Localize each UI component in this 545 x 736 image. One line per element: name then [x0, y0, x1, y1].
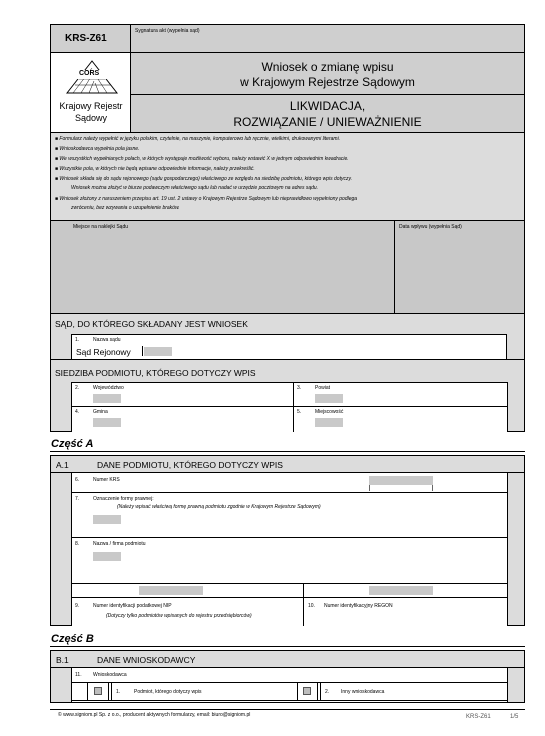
instructions-box [50, 132, 525, 221]
krs-number-field[interactable] [369, 476, 433, 485]
bullet-icon: ■ [55, 146, 60, 152]
field-7-label: Oznaczenie formy prawnej: [93, 496, 154, 502]
field-8-label: Nazwa / firma podmiotu [93, 541, 146, 547]
instruction-4: ■ Wszystkie pola, w których nie będą wpisane odpowiednie informacje, należy przekreślić. [55, 166, 255, 172]
court-section [50, 313, 525, 360]
footer-page-number: 1/5 [510, 714, 519, 720]
title-box [130, 52, 525, 95]
sticker-place-label: Miejsce na naklejki Sądu [73, 224, 129, 230]
signature-label: Sygnatura akt (wypełnia sąd) [135, 28, 200, 34]
field-1-label: Nazwa sądu [93, 337, 121, 343]
option-1-checkbox[interactable] [94, 687, 102, 695]
field-9-number: 9. [75, 603, 80, 609]
stamp-area [50, 220, 525, 314]
bullet-icon: ■ [55, 176, 60, 182]
text-cursor [142, 346, 143, 356]
voivodeship-field[interactable] [93, 394, 121, 403]
bullet-icon: ■ [55, 196, 60, 202]
nip-field[interactable] [139, 586, 203, 595]
instruction-3: ■ We wszystkich wypełnianych polach, w których występuje możliwość wyboru, należy wstawić X w jednym odpowiednim kwadracie. [55, 156, 349, 162]
court-section-title: SĄD, DO KTÓREGO SKŁADANY JEST WNIOSEK [55, 319, 248, 329]
field-3-label: Powiat [315, 385, 331, 391]
instruction-6: ■ Wniosek złożony z naruszeniem przepisu art. 19 ust. 2 ustawy o Krajowym Rejestrze Sądowym lub nieprawidłowo wypełniony podlega [55, 196, 358, 202]
field-4-number: 4. [75, 409, 80, 415]
instruction-1: ■ Formularz należy wypełnić w języku polskim, czytelnie, na maszynie, komputerowo lub ręcznie, wielkimi, drukowanymi literami. [55, 136, 341, 142]
option-2-checkbox[interactable] [303, 687, 311, 695]
bullet-icon: ■ [55, 166, 60, 172]
form-subtitle-line2: ROZWIĄZANIE / UNIEWAŻNIENIE [233, 115, 422, 129]
option-2-number: 2. [325, 689, 330, 695]
a1-title: DANE PODMIOTU, KTÓREGO DOTYCZY WPIS [97, 460, 283, 470]
locality-field[interactable] [315, 418, 343, 427]
instruction-5: ■ Wniosek składa się do sądu rejonowego (sądu gospodarczego) właściwego ze względu na siedzibę podmiotu, którego wpis dotyczy. [55, 176, 352, 182]
subtitle-box [130, 94, 525, 133]
legal-form-field[interactable] [93, 515, 121, 524]
commune-field[interactable] [93, 418, 121, 427]
field-1-number: 1. [75, 337, 80, 343]
form-code-box [50, 24, 131, 53]
instruction-5-cont: Wniosek można złożyć w biurze podawczym właściwego sądu lub nadać w urzędzie pocztowym na adres sądu. [71, 185, 319, 191]
field-11-label: Wnioskodawca [93, 672, 127, 678]
cors-logo-icon [65, 57, 119, 97]
field-9-label: Numer identyfikacji podatkowej NIP [93, 603, 172, 609]
logo-text: CORS [79, 70, 100, 77]
entity-name-field[interactable] [93, 552, 121, 561]
bullet-icon: ■ [55, 136, 60, 142]
seat-section [50, 359, 525, 432]
field-2-number: 2. [75, 385, 80, 391]
field-4-label: Gmina [93, 409, 108, 415]
field-3-number: 3. [297, 385, 302, 391]
registry-name: Krajowy Rejestr Sądowy [59, 101, 123, 123]
instruction-6-cont: zwróceniu, bez wzywania o uzupełnienie braków. [71, 205, 180, 211]
field-5-number: 5. [297, 409, 302, 415]
form-title-line2: w Krajowym Rejestrze Sądowym [240, 75, 415, 89]
field-6-label: Numer KRS [93, 477, 120, 483]
signature-box [130, 24, 525, 53]
instruction-2: ■ Wnioskodawca wypełnia pola jasne. [55, 146, 140, 152]
part-a-heading: Część A [51, 438, 94, 450]
county-field[interactable] [315, 394, 343, 403]
part-b-section [50, 650, 525, 703]
received-date-label: Data wpływu (wypełnia Sąd) [399, 224, 462, 230]
field-6-number: 6. [75, 477, 80, 483]
b1-title: DANE WNIOSKODAWCY [97, 655, 196, 665]
field-7-number: 7. [75, 496, 80, 502]
part-b-heading: Część B [51, 633, 94, 645]
field-2-label: Województwo [93, 385, 124, 391]
court-name-field[interactable] [144, 347, 172, 356]
field-10-label: Numer identyfikacyjny REGON [324, 603, 393, 609]
footer-form-code: KRS-Z61 [466, 714, 491, 720]
court-name-input[interactable]: Sąd Rejonowy [76, 347, 131, 357]
form-code: KRS-Z61 [65, 33, 107, 44]
form-title-line1: Wniosek o zmianę wpisu [261, 60, 394, 74]
part-a-section [50, 455, 525, 626]
footer-copyright: © www.signiom.pl Sp. z o.o., producent aktywnych formularzy, email: biuro@signiom.pl [58, 712, 251, 718]
field-8-number: 8. [75, 541, 80, 547]
regon-field[interactable] [369, 586, 433, 595]
option-2-label: Inny wnioskodawca [341, 689, 385, 695]
field-11-number: 11. [75, 672, 82, 678]
bullet-icon: ■ [55, 156, 60, 162]
option-1-label: Podmiot, którego dotyczy wpis [134, 689, 202, 695]
a1-number: A.1 [56, 460, 69, 470]
seat-section-title: SIEDZIBA PODMIOTU, KTÓREGO DOTYCZY WPIS [55, 368, 256, 378]
option-1-number: 1. [116, 689, 121, 695]
field-5-label: Miejscowość [315, 409, 344, 415]
field-10-number: 10. [308, 603, 315, 609]
field-7-hint: (Należy wpisać właściwą formę prawną podmiotu zgodnie w Krajowym Rejestrze Sądowym) [117, 504, 321, 510]
logo-box [50, 52, 131, 133]
form-subtitle-line1: LIKWIDACJA, [289, 99, 366, 113]
field-9-hint: (Dotyczy tylko podmiotów wpisanych do rejestru przedsiębiorców) [106, 613, 252, 619]
b1-number: B.1 [56, 655, 69, 665]
